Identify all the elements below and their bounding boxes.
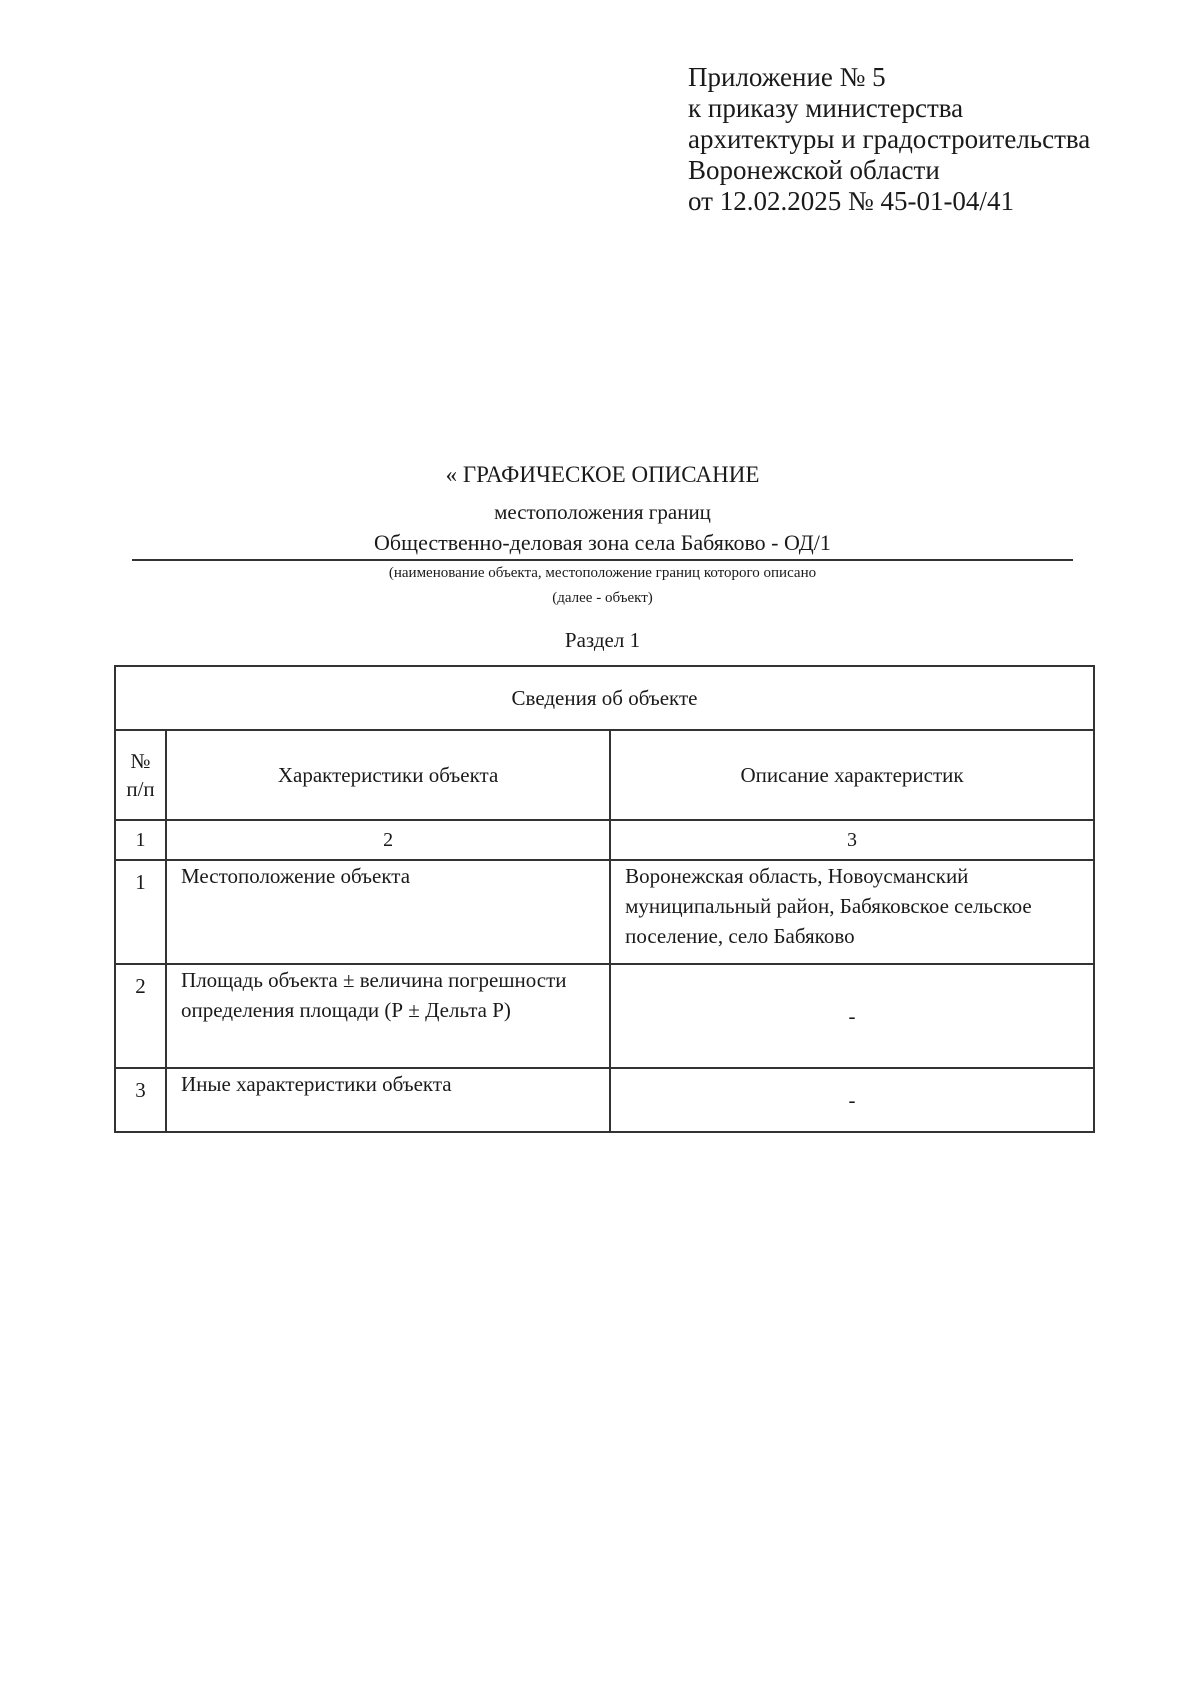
column-number: 2 <box>166 820 610 860</box>
table-caption: Сведения об объекте <box>115 666 1094 730</box>
appendix-line: Приложение № 5 <box>688 62 886 92</box>
row-number: 2 <box>115 964 166 1068</box>
header-number <box>115 730 166 820</box>
row-description: Воронежская область, Новоусманский муниципальный район, Бабяковское сельское поселение, село Бабяково <box>610 860 1094 964</box>
row-characteristic: Площадь объекта ± величина погрешности определения площади (Р ± Дельта Р) <box>166 964 610 1068</box>
row-number: 3 <box>115 1068 166 1132</box>
object-caption-line-1: (наименование объекта, местоположение границ которого описано <box>388 565 817 581</box>
row-description: - <box>610 964 1094 1068</box>
table-row <box>115 1068 1094 1132</box>
appendix-line: к приказу министерства <box>688 93 964 123</box>
appendix-line: от 12.02.2025 № 45-01-04/41 <box>688 186 1014 216</box>
object-info-table <box>114 665 1095 1133</box>
row-number: 1 <box>115 860 166 964</box>
row-description: - <box>610 1068 1094 1132</box>
column-number: 1 <box>115 820 166 860</box>
column-number: 3 <box>610 820 1094 860</box>
table-caption-row <box>115 666 1094 730</box>
object-name: Общественно-деловая зона села Бабяково - ОД/1 <box>374 530 831 555</box>
table-row <box>115 860 1094 964</box>
appendix-line: Воронежской области <box>688 155 940 185</box>
header-description: Описание характеристик <box>610 730 1094 820</box>
document-subtitle: местоположения границ <box>494 500 711 524</box>
appendix-line: архитектуры и градостроительства <box>688 124 1091 154</box>
table-row <box>115 964 1094 1068</box>
column-number-row <box>115 820 1094 860</box>
document-title: « ГРАФИЧЕСКОЕ ОПИСАНИЕ <box>445 462 760 487</box>
header-number-text: № п/п <box>126 749 155 801</box>
header-characteristics: Характеристики объекта <box>166 730 610 820</box>
row-characteristic: Местоположение объекта <box>166 860 610 964</box>
table-header-row <box>115 730 1094 820</box>
object-caption-line-2: (далее - объект) <box>552 590 653 606</box>
row-characteristic: Иные характеристики объекта <box>166 1068 610 1132</box>
title-block <box>132 0 1073 660</box>
object-name-underline <box>132 559 1073 561</box>
section-label: Раздел 1 <box>564 628 641 652</box>
